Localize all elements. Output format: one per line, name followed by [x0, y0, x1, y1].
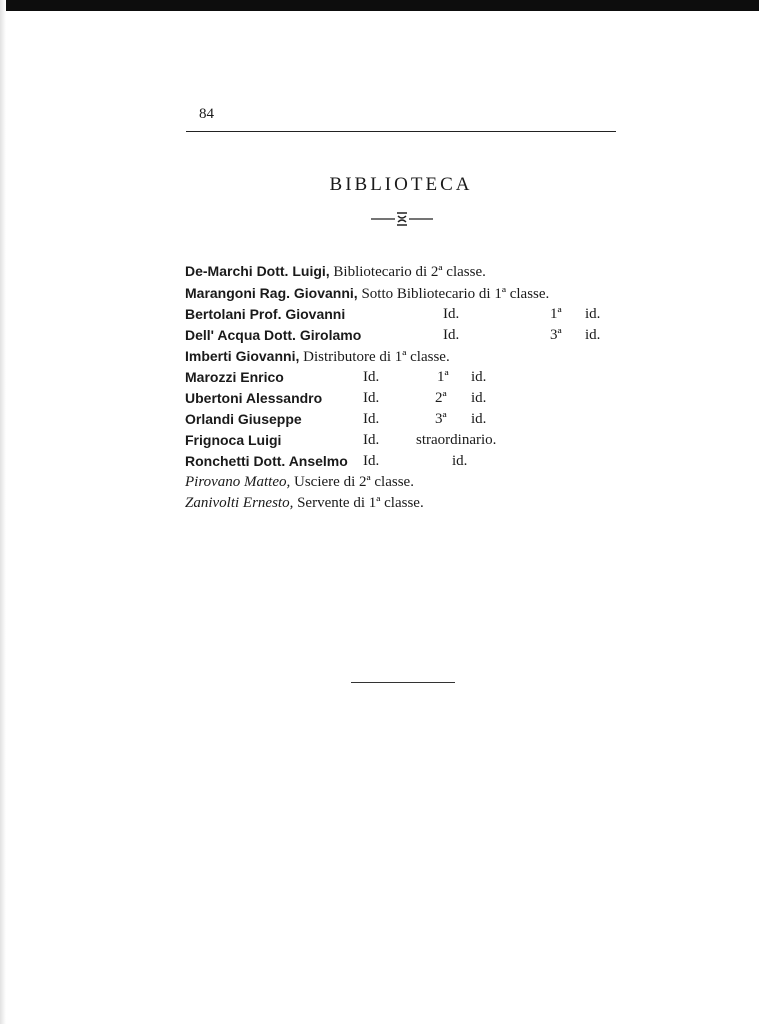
entry-row — [185, 472, 414, 492]
staff-role: Bibliotecario di 2ª classe. — [333, 264, 486, 280]
staff-role: Distributore di 1ª classe. — [303, 349, 450, 365]
scan-border-top — [0, 0, 759, 11]
staff-name: Marangoni Rag. Giovanni, — [185, 285, 358, 301]
staff-class: 1ª — [437, 369, 449, 385]
entry-row — [185, 409, 302, 430]
staff-name: Bertolani Prof. Giovanni — [185, 306, 346, 322]
entry-row — [185, 283, 549, 304]
staff-name: Pirovano Matteo, — [185, 474, 291, 490]
staff-class: 3ª — [550, 327, 562, 343]
entry-row — [185, 388, 322, 409]
staff-name: Dell' Acqua Dott. Girolamo — [185, 327, 362, 343]
entry-row — [185, 325, 361, 346]
staff-name: Marozzi Enrico — [185, 369, 284, 385]
staff-role-id: Id. — [363, 390, 380, 406]
staff-class: 2ª — [435, 390, 447, 406]
header-rule — [186, 131, 616, 132]
staff-role-id: Id. — [363, 411, 380, 427]
entry-row — [185, 493, 424, 513]
staff-name: Ronchetti Dott. Anselmo — [185, 453, 348, 469]
staff-class: 3ª — [435, 411, 447, 427]
staff-role-id: Id. — [363, 453, 380, 469]
staff-class-id: id. — [471, 369, 487, 385]
scan-border-left — [0, 0, 6, 1024]
entry-row — [185, 304, 345, 325]
staff-name: Orlandi Giuseppe — [185, 411, 302, 427]
entry-row — [185, 261, 486, 282]
staff-name: Imberti Giovanni, — [185, 348, 300, 364]
staff-name: De-Marchi Dott. Luigi, — [185, 263, 330, 279]
page-title: BIBLIOTECA — [329, 174, 473, 195]
staff-role-id: Id. — [363, 369, 380, 385]
entry-row — [185, 451, 348, 472]
staff-class: 1ª — [550, 306, 562, 322]
staff-class-id: id. — [471, 411, 487, 427]
staff-name: Frignoca Luigi — [185, 432, 282, 448]
staff-name: Ubertoni Alessandro — [185, 390, 323, 406]
entry-row — [185, 346, 450, 367]
staff-role: Usciere di 2ª classe. — [294, 474, 414, 490]
staff-role: Servente di 1ª classe. — [297, 495, 424, 511]
staff-role-id: Id. — [443, 306, 460, 322]
staff-role-id: Id. — [443, 327, 460, 343]
staff-class-id: id. — [471, 390, 487, 406]
staff-class-id: id. — [585, 306, 601, 322]
staff-role-id: Id. — [363, 432, 380, 448]
page-number: 84 — [199, 106, 214, 122]
entry-row — [185, 367, 284, 388]
staff-class-id: id. — [585, 327, 601, 343]
footer-rule — [351, 682, 455, 683]
staff-role: Sotto Bibliotecario di 1ª classe. — [361, 286, 550, 302]
staff-class: id. — [452, 453, 468, 469]
staff-class: straordinario. — [416, 432, 497, 448]
ornament-divider — [371, 208, 433, 228]
staff-name: Zanivolti Ernesto, — [185, 495, 294, 511]
entry-row — [185, 430, 281, 451]
